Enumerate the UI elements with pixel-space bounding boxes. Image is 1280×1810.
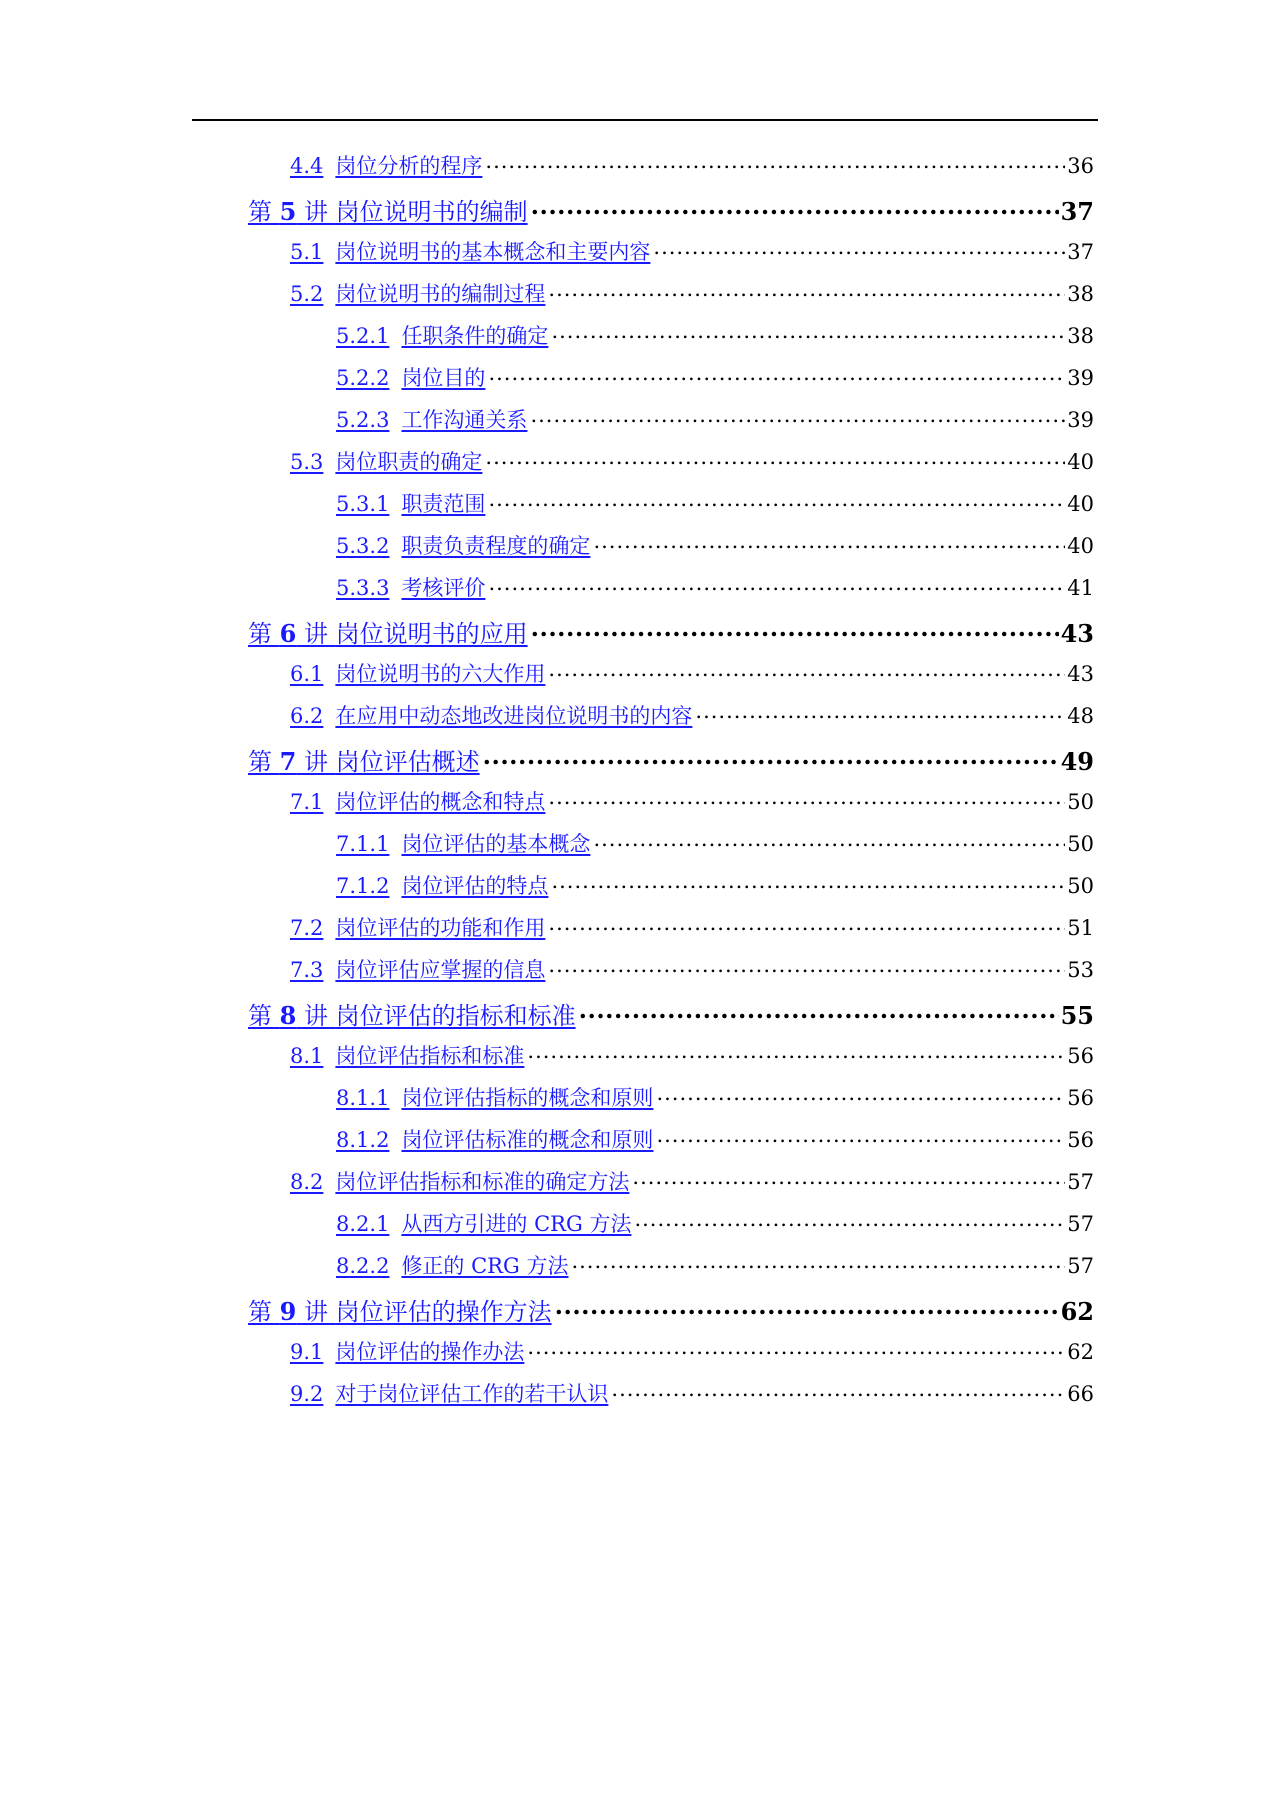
dot-leader: [483, 746, 1059, 770]
dot-leader: [632, 1168, 1065, 1189]
toc-entry-link[interactable]: [336, 572, 485, 602]
toc-entry-number: 5.1: [290, 240, 324, 264]
toc-chapter-link[interactable]: [248, 614, 528, 649]
toc-entry-number: 8.1.2: [336, 1128, 390, 1152]
toc-entry-page: 50: [1067, 832, 1094, 856]
toc-entry-title: 岗位评估的操作办法: [335, 1340, 525, 1364]
toc-entry: [336, 1250, 1094, 1280]
toc-entry-page: 40: [1067, 450, 1094, 474]
toc-entry: [336, 1082, 1094, 1112]
toc-entry-title: 职责负责程度的确定: [401, 534, 591, 558]
toc-chapter-suffix: 讲: [296, 198, 336, 226]
toc-entry-link[interactable]: [290, 278, 545, 308]
toc-entry-page: 56: [1067, 1086, 1094, 1110]
toc-entry-page: 57: [1067, 1254, 1094, 1278]
toc-entry-number: 5.2: [290, 282, 324, 306]
toc-entry-title: 在应用中动态地改进岗位说明书的内容: [335, 704, 693, 728]
toc-entry-page: 39: [1067, 366, 1094, 390]
toc-chapter-suffix: 讲: [296, 748, 336, 776]
toc-entry-link[interactable]: [290, 150, 482, 180]
toc-entry: [336, 1124, 1094, 1154]
toc-chapter-number: 7: [279, 747, 297, 776]
toc-chapter-title: 岗位评估的操作方法: [335, 1298, 552, 1326]
toc-entry-link[interactable]: [336, 828, 590, 858]
toc-chapter-suffix: 讲: [296, 620, 336, 648]
toc-entry-page: 50: [1067, 874, 1094, 898]
dot-leader: [548, 956, 1065, 977]
toc-entry-title: 岗位评估的概念和特点: [335, 790, 546, 814]
dot-leader: [527, 1042, 1065, 1063]
toc-entry-link[interactable]: [336, 1250, 568, 1280]
toc-entry-link[interactable]: [336, 870, 548, 900]
dot-leader: [548, 788, 1065, 809]
dot-leader: [485, 152, 1065, 173]
toc-chapter-page: 55: [1060, 1001, 1094, 1030]
toc-entry-link[interactable]: [290, 912, 545, 942]
dot-leader: [488, 574, 1065, 595]
toc-entry-page: 56: [1067, 1128, 1094, 1152]
toc-entry-title: 岗位职责的确定: [335, 450, 483, 474]
toc-entry-title: 岗位说明书的编制过程: [335, 282, 546, 306]
toc-entry-page: 48: [1067, 704, 1094, 728]
toc-chapter-title: 岗位说明书的编制: [335, 198, 528, 226]
toc-entry-link[interactable]: [290, 1166, 629, 1196]
toc-entry-page: 57: [1067, 1212, 1094, 1236]
toc-chapter-page: 43: [1060, 619, 1094, 648]
dot-leader: [548, 914, 1065, 935]
toc-entry: [290, 1040, 1094, 1070]
toc-entry-title: 岗位评估的特点: [401, 874, 549, 898]
toc-entry-page: 57: [1067, 1170, 1094, 1194]
toc-entry: [336, 488, 1094, 518]
toc-entry-title: 工作沟通关系: [401, 408, 528, 432]
toc-chapter-entry: [248, 742, 1094, 777]
dot-leader: [634, 1210, 1065, 1231]
toc-entry-page: 66: [1067, 1382, 1094, 1406]
toc-entry-link[interactable]: [336, 530, 590, 560]
dot-leader: [653, 238, 1065, 259]
toc-entry-link[interactable]: [290, 658, 545, 688]
toc-entry-page: 50: [1067, 790, 1094, 814]
toc-chapter-number: 5: [279, 197, 297, 226]
toc-chapter-suffix: 讲: [296, 1298, 336, 1326]
toc-chapter-number: 6: [279, 619, 297, 648]
toc-entry: [290, 1166, 1094, 1196]
toc-entry: [290, 150, 1094, 180]
toc-entry-number: 5.2.3: [336, 408, 390, 432]
toc-entry-page: 36: [1067, 154, 1094, 178]
toc-entry-number: 8.1.1: [336, 1086, 390, 1110]
dot-leader: [485, 448, 1065, 469]
toc-entry-number: 9.1: [290, 1340, 324, 1364]
dot-leader: [656, 1084, 1065, 1105]
toc-entry-number: 7.3: [290, 958, 324, 982]
toc-entry: [336, 530, 1094, 560]
dot-leader: [579, 1000, 1059, 1024]
toc-entry-title: 对于岗位评估工作的若干认识: [335, 1382, 609, 1406]
dot-leader: [488, 364, 1065, 385]
toc-entry: [290, 446, 1094, 476]
toc-entry-page: 37: [1067, 240, 1094, 264]
toc-entry-title: 修正的 CRG 方法: [401, 1254, 569, 1278]
toc-entry: [290, 954, 1094, 984]
toc-entry-number: 7.1.1: [336, 832, 390, 856]
toc-entry-link[interactable]: [290, 1378, 608, 1408]
toc-entry-link[interactable]: [290, 1040, 524, 1070]
toc-chapter-prefix: 第: [248, 1002, 280, 1030]
toc-entry: [290, 658, 1094, 688]
toc-entry-number: 8.2.2: [336, 1254, 390, 1278]
toc-entry-page: 51: [1067, 916, 1094, 940]
toc-entry: [290, 236, 1094, 266]
toc-chapter-entry: [248, 996, 1094, 1031]
toc-entry: [290, 278, 1094, 308]
toc-chapter-title: 岗位说明书的应用: [335, 620, 528, 648]
toc-entry-number: 8.2: [290, 1170, 324, 1194]
toc-entry: [336, 320, 1094, 350]
toc-entry: [290, 1336, 1094, 1366]
dot-leader: [488, 490, 1065, 511]
toc-entry-number: 5.2.1: [336, 324, 390, 348]
toc-entry-link[interactable]: [336, 320, 548, 350]
dot-leader: [548, 280, 1065, 301]
toc-entry-number: 9.2: [290, 1382, 324, 1406]
toc-entry-number: 7.1: [290, 790, 324, 814]
toc-entry: [290, 912, 1094, 942]
toc-entry-page: 53: [1067, 958, 1094, 982]
toc-chapter-prefix: 第: [248, 198, 280, 226]
dot-leader: [571, 1252, 1065, 1273]
toc-entry-page: 43: [1067, 662, 1094, 686]
toc-entry-title: 考核评价: [401, 576, 486, 600]
dot-leader: [695, 702, 1065, 723]
toc-entry-title: 岗位评估指标和标准的确定方法: [335, 1170, 630, 1194]
dot-leader: [531, 196, 1059, 220]
toc-entry-number: 7.1.2: [336, 874, 390, 898]
toc-chapter-entry: [248, 192, 1094, 227]
toc-entry-number: 5.3.3: [336, 576, 390, 600]
toc-entry-link[interactable]: [336, 1124, 653, 1154]
toc-chapter-prefix: 第: [248, 620, 280, 648]
toc-entry-link[interactable]: [290, 1336, 524, 1366]
toc-entry-title: 任职条件的确定: [401, 324, 549, 348]
toc-chapter-title: 岗位评估的指标和标准: [335, 1002, 576, 1030]
toc-chapter-title: 岗位评估概述: [335, 748, 480, 776]
toc-entry-link[interactable]: [290, 786, 545, 816]
dot-leader: [593, 532, 1065, 553]
toc-chapter-page: 62: [1060, 1297, 1094, 1326]
toc-chapter-link[interactable]: [248, 192, 528, 227]
toc-entry-title: 岗位分析的程序: [335, 154, 483, 178]
dot-leader: [548, 660, 1065, 681]
dot-leader: [551, 322, 1065, 343]
toc-entry-page: 56: [1067, 1044, 1094, 1068]
toc-chapter-page: 49: [1060, 747, 1094, 776]
toc-entry-link[interactable]: [290, 446, 482, 476]
toc-chapter-entry: [248, 614, 1094, 649]
toc-entry-page: 40: [1067, 492, 1094, 516]
toc-entry-number: 8.2.1: [336, 1212, 390, 1236]
toc-entry-link[interactable]: [336, 1208, 631, 1238]
toc-entry-title: 岗位目的: [401, 366, 486, 390]
toc-entry-number: 6.2: [290, 704, 324, 728]
toc-entry-page: 39: [1067, 408, 1094, 432]
toc-entry-title: 从西方引进的 CRG 方法: [401, 1212, 632, 1236]
dot-leader: [611, 1380, 1065, 1401]
toc-entry: [290, 1378, 1094, 1408]
toc-entry-link[interactable]: [290, 954, 545, 984]
toc-entry-title: 岗位评估应掌握的信息: [335, 958, 546, 982]
toc-entry-link[interactable]: [290, 700, 692, 730]
toc-entry: [336, 572, 1094, 602]
toc-entry-title: 岗位说明书的基本概念和主要内容: [335, 240, 651, 264]
toc-entry: [290, 786, 1094, 816]
toc-chapter-number: 9: [279, 1297, 297, 1326]
toc-entry-title: 岗位评估指标的概念和原则: [401, 1086, 654, 1110]
toc-chapter-link[interactable]: [248, 742, 480, 777]
toc-chapter-prefix: 第: [248, 748, 280, 776]
toc-chapter-page: 37: [1060, 197, 1094, 226]
toc-entry: [336, 1208, 1094, 1238]
dot-leader: [555, 1296, 1059, 1320]
toc-entry-page: 38: [1067, 324, 1094, 348]
dot-leader: [530, 406, 1065, 427]
toc-entry-number: 8.1: [290, 1044, 324, 1068]
toc-chapter-entry: [248, 1292, 1094, 1327]
toc-entry: [336, 828, 1094, 858]
toc-entry-page: 62: [1067, 1340, 1094, 1364]
toc-chapter-prefix: 第: [248, 1298, 280, 1326]
toc-entry-link[interactable]: [336, 404, 527, 434]
toc-entry-number: 5.2.2: [336, 366, 390, 390]
toc-entry-page: 38: [1067, 282, 1094, 306]
toc-entry-title: 岗位评估指标和标准: [335, 1044, 525, 1068]
toc-chapter-number: 8: [279, 1001, 297, 1030]
toc-entry-number: 6.1: [290, 662, 324, 686]
toc-entry-page: 40: [1067, 534, 1094, 558]
toc-entry-link[interactable]: [336, 362, 485, 392]
toc-entry-link[interactable]: [336, 488, 485, 518]
toc-entry-page: 41: [1067, 576, 1094, 600]
toc-entry-number: 5.3.1: [336, 492, 390, 516]
toc-entry-title: 岗位评估的基本概念: [401, 832, 591, 856]
dot-leader: [656, 1126, 1065, 1147]
toc-entry-title: 岗位评估标准的概念和原则: [401, 1128, 654, 1152]
toc-entry-number: 5.3.2: [336, 534, 390, 558]
toc-entry: [290, 700, 1094, 730]
toc-entry: [336, 870, 1094, 900]
toc-chapter-link[interactable]: [248, 1292, 552, 1327]
toc-entry-number: 7.2: [290, 916, 324, 940]
toc-entry: [336, 362, 1094, 392]
dot-leader: [551, 872, 1065, 893]
toc-entry-title: 岗位评估的功能和作用: [335, 916, 546, 940]
toc-chapter-link[interactable]: [248, 996, 576, 1031]
toc-entry: [336, 404, 1094, 434]
dot-leader: [531, 618, 1059, 642]
toc-entry-number: 4.4: [290, 154, 324, 178]
toc-entry-title: 岗位说明书的六大作用: [335, 662, 546, 686]
dot-leader: [527, 1338, 1065, 1359]
toc-entry-link[interactable]: [336, 1082, 653, 1112]
toc-entry-link[interactable]: [290, 236, 650, 266]
toc-chapter-suffix: 讲: [296, 1002, 336, 1030]
toc-entry-title: 职责范围: [401, 492, 486, 516]
dot-leader: [593, 830, 1065, 851]
toc-entry-number: 5.3: [290, 450, 324, 474]
header-rule: [192, 119, 1098, 121]
